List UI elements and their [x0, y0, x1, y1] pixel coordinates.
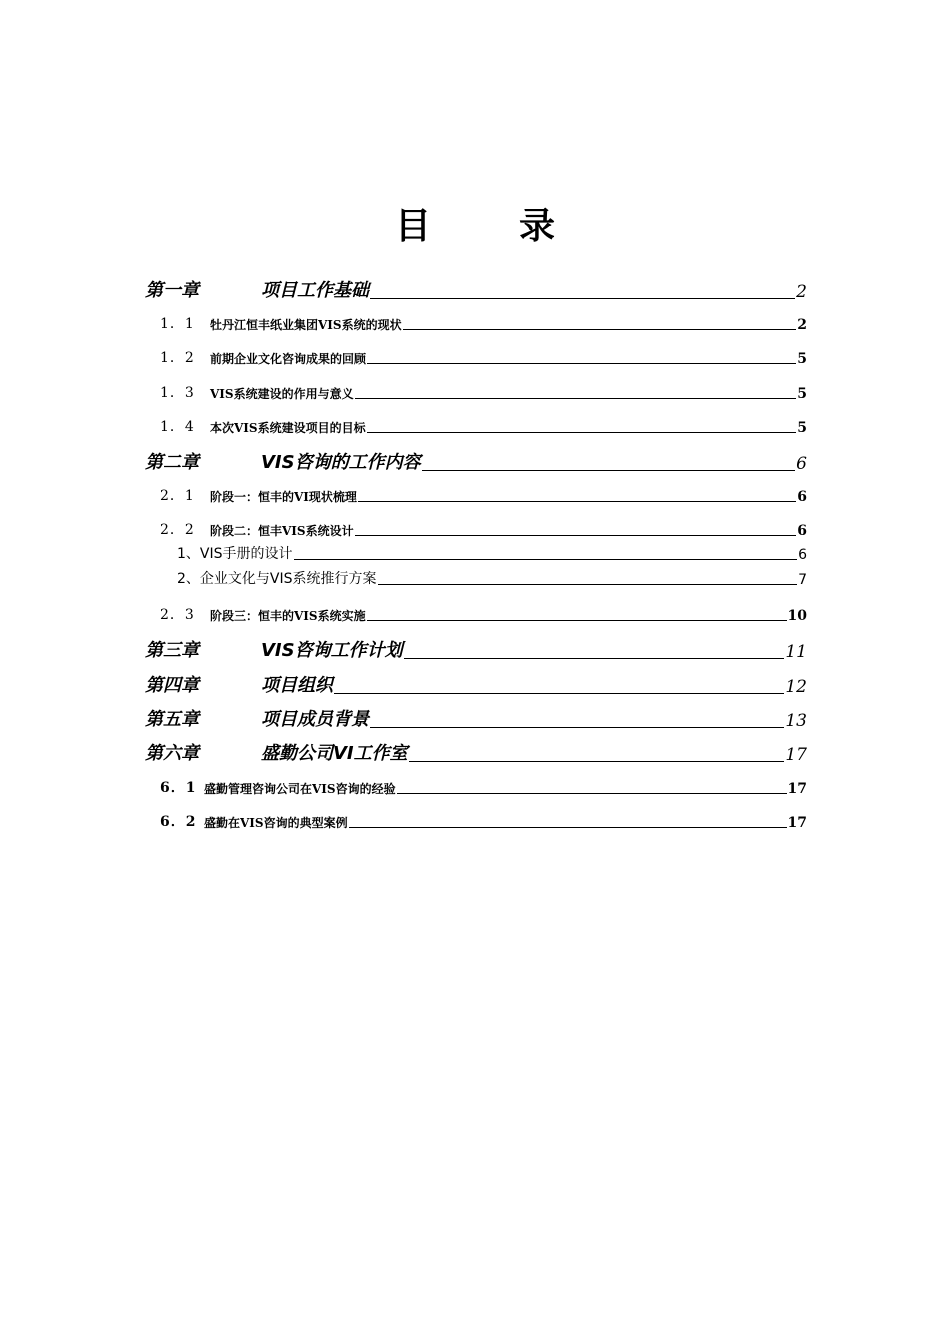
page-number: 6 [797, 489, 807, 505]
section-title: 前期企业文化咨询成果的回顾 [210, 352, 367, 366]
chapter-number: 第二章 [145, 452, 199, 473]
page-number: 17 [787, 815, 807, 831]
page-number: 13 [785, 711, 807, 731]
dot-leader [370, 297, 795, 299]
subitem-title: 2、企业文化与VIS系统推行方案 [177, 571, 377, 587]
page-number: 5 [797, 351, 807, 367]
section-number: 1．2 [160, 350, 195, 366]
dot-leader [403, 328, 797, 330]
section-title: 阶段一：恒丰的VI现状梳理 [210, 490, 357, 504]
toc-subitem-entry[interactable] [177, 568, 807, 588]
chapter-number: 第一章 [145, 280, 199, 301]
page-number: 2 [796, 282, 807, 302]
dot-leader [397, 792, 787, 794]
dot-leader [378, 583, 798, 585]
section-number: 2．1 [160, 488, 195, 504]
section-title: 盛勤管理咨询公司在VIS咨询的经验 [204, 782, 396, 796]
page-number: 5 [797, 386, 807, 402]
chapter-title: 项目工作基础 [261, 280, 369, 301]
page-number: 2 [797, 317, 807, 333]
subitem-title: 1、VIS手册的设计 [177, 546, 293, 562]
chapter-title: VIS咨询工作计划 [261, 640, 403, 661]
page-number: 6 [797, 523, 807, 539]
section-title: 盛勤在VIS咨询的典型案例 [204, 816, 348, 830]
section-number: 1．1 [160, 316, 195, 332]
dot-leader [404, 657, 785, 659]
toc-section-entry[interactable] [160, 809, 807, 831]
toc-chapter-entry[interactable] [145, 448, 807, 474]
page-number: 10 [787, 608, 807, 624]
toc-section-entry[interactable] [160, 414, 807, 436]
toc-section-entry[interactable] [160, 345, 807, 367]
toc-chapter-entry[interactable] [145, 671, 807, 697]
page-number: 12 [785, 677, 807, 697]
toc-chapter-entry[interactable] [145, 705, 807, 731]
chapter-number: 第五章 [145, 709, 199, 730]
section-title: VIS系统建设的作用与意义 [210, 387, 354, 401]
dot-leader [355, 534, 797, 536]
section-number: 6．1 [160, 780, 197, 796]
toc-chapter-entry[interactable] [145, 636, 807, 662]
chapter-number: 第六章 [145, 743, 199, 764]
dot-leader [370, 726, 784, 728]
toc-section-entry[interactable] [160, 380, 807, 402]
dot-leader [367, 431, 797, 433]
section-title: 阶段三：恒丰的VIS系统实施 [210, 609, 366, 623]
page-number: 5 [797, 420, 807, 436]
toc-section-entry[interactable] [160, 517, 807, 539]
toc-chapter-entry[interactable] [145, 739, 807, 765]
section-number: 2．2 [160, 522, 195, 538]
chapter-title: 项目成员背景 [261, 709, 369, 730]
page-number: 6 [798, 547, 807, 563]
dot-leader [367, 362, 796, 364]
page-number: 17 [787, 781, 807, 797]
page-number: 11 [785, 642, 807, 662]
toc-section-entry[interactable] [160, 483, 807, 505]
page-number: 6 [796, 454, 807, 474]
section-title: 牡丹江恒丰纸业集团VIS系统的现状 [210, 318, 402, 332]
toc-title-char-1: 目 [394, 206, 431, 247]
section-number: 1．3 [160, 385, 195, 401]
dot-leader [358, 500, 796, 502]
chapter-number: 第三章 [145, 640, 199, 661]
chapter-title: 项目组织 [261, 675, 333, 696]
toc-section-entry[interactable] [160, 775, 807, 797]
section-title: 本次VIS系统建设项目的目标 [210, 421, 366, 435]
dot-leader [294, 558, 798, 560]
section-number: 6．2 [160, 814, 197, 830]
dot-leader [367, 619, 787, 621]
section-title: 阶段二：恒丰VIS系统设计 [210, 524, 354, 538]
toc-title-char-2: 录 [519, 206, 556, 247]
toc-subitem-entry[interactable] [177, 543, 807, 563]
toc-title [0, 198, 950, 249]
dot-leader [349, 826, 787, 828]
section-number: 1．4 [160, 419, 195, 435]
dot-leader [355, 397, 797, 399]
toc-section-entry[interactable] [160, 311, 807, 333]
dot-leader [422, 469, 796, 471]
chapter-number: 第四章 [145, 675, 199, 696]
dot-leader [409, 760, 785, 762]
toc-section-entry[interactable] [160, 602, 807, 624]
toc-chapter-entry[interactable] [145, 276, 807, 302]
chapter-title: VIS咨询的工作内容 [261, 452, 421, 473]
chapter-title: 盛勤公司VI工作室 [261, 743, 408, 764]
section-number: 2．3 [160, 607, 195, 623]
page-number: 17 [785, 745, 807, 765]
dot-leader [334, 692, 784, 694]
page-number: 7 [798, 572, 807, 588]
